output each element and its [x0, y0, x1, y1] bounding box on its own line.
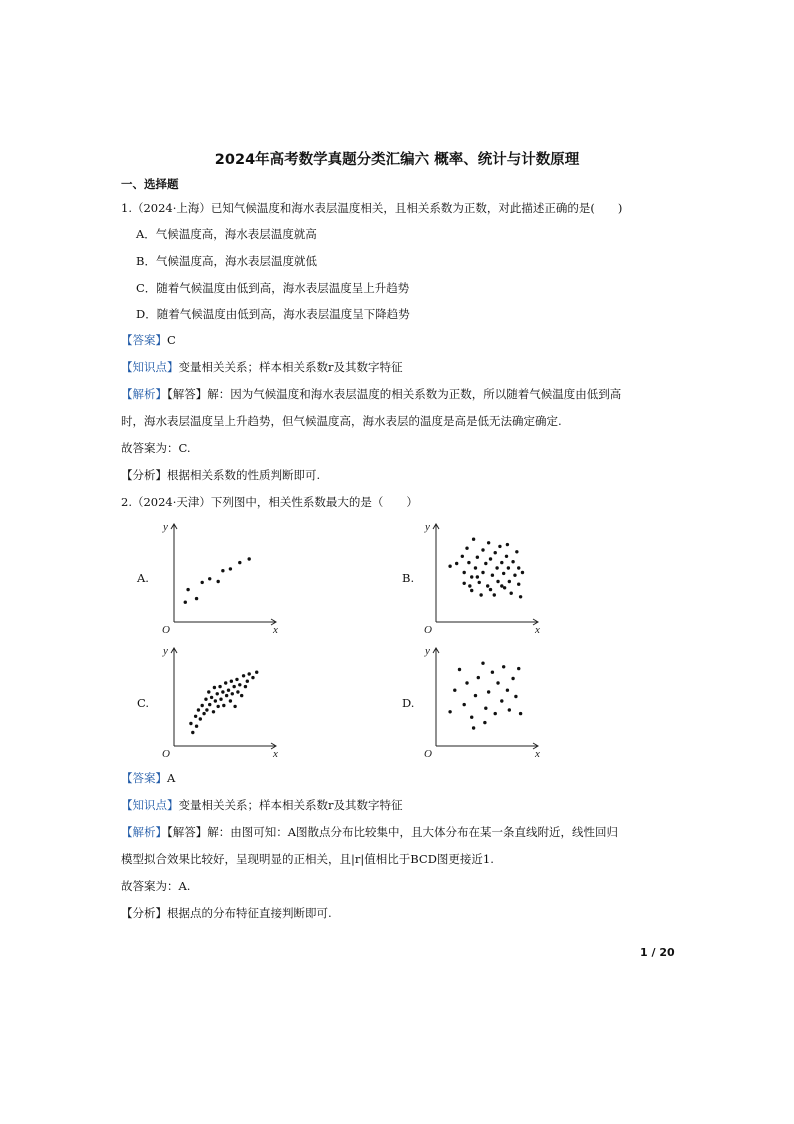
- scatter-point: [216, 692, 219, 695]
- scatter-point: [221, 569, 224, 572]
- scatter-point: [502, 572, 505, 575]
- scatter-point: [246, 680, 249, 683]
- scatter-point: [472, 726, 475, 729]
- scatter-point: [496, 681, 499, 684]
- scatter-point: [468, 584, 471, 587]
- scatter-point: [207, 690, 210, 693]
- scatter-point: [484, 707, 487, 710]
- page-number: 1 / 20: [640, 946, 675, 959]
- x-axis-label: x: [535, 748, 540, 760]
- scatter-point: [461, 555, 464, 558]
- scatter-point: [225, 694, 228, 697]
- scatter-point: [204, 698, 207, 701]
- scatter-point: [495, 566, 498, 569]
- scatter-point: [494, 712, 497, 715]
- q1-answer: [121, 332, 176, 348]
- scatter-point: [465, 547, 468, 550]
- scatter-point: [477, 676, 480, 679]
- scatter-point: [474, 566, 477, 569]
- scatter-point: [496, 580, 499, 583]
- scatter-point: [521, 571, 524, 574]
- scatter-point: [233, 705, 236, 708]
- answer-tag: 【答案】: [121, 333, 167, 347]
- scatter-point: [500, 584, 503, 587]
- scatter-plot-c: [160, 642, 285, 760]
- scatter-point: [229, 699, 232, 702]
- scatter-point: [486, 584, 489, 587]
- scatter-point: [511, 560, 514, 563]
- q1-option-d: D．随着气候温度由低到高，海水表层温度呈下降趋势: [136, 307, 410, 321]
- scatter-point: [507, 566, 510, 569]
- scatter-point: [505, 555, 508, 558]
- scatter-point: [519, 595, 522, 598]
- scatter-point: [487, 690, 490, 693]
- scatter-point: [201, 704, 204, 707]
- scatter-point: [503, 586, 506, 589]
- q1-option-b: B．气候温度高，海水表层温度就低: [136, 254, 317, 268]
- answer-value: C: [167, 333, 176, 347]
- knowledge-tag: 【知识点】: [121, 798, 179, 812]
- knowledge-text: 变量相关关系；样本相关系数r及其数字特征: [178, 798, 403, 812]
- y-axis-label: y: [425, 521, 430, 533]
- scatter-point: [224, 681, 227, 684]
- scatter-point: [515, 550, 518, 553]
- scatter-point: [210, 696, 213, 699]
- scatter-point: [227, 689, 230, 692]
- scatter-point: [195, 597, 198, 600]
- scatter-point: [186, 588, 189, 591]
- q2-final: 故答案为：A.: [121, 879, 191, 893]
- q2-answer: [121, 770, 175, 786]
- scatter-point: [238, 561, 241, 564]
- scatter-point: [467, 561, 470, 564]
- q2-summary: 【分析】根据点的分布特征直接判断即可.: [121, 906, 332, 920]
- q2-analysis-cont: 模型拟合效果比较好，呈现明显的正相关，且|r|值相比于BCD图更接近1.: [121, 852, 494, 866]
- q1-analysis: [121, 386, 621, 402]
- q1-summary: 【分析】根据相关系数的性质判断即可.: [121, 468, 321, 482]
- scatter-point: [491, 574, 494, 577]
- answer-tag: 【答案】: [121, 771, 167, 785]
- scatter-point: [481, 662, 484, 665]
- scatter-point: [448, 710, 451, 713]
- scatter-point: [510, 592, 513, 595]
- scatter-plot-d: [422, 642, 547, 760]
- x-axis-label: x: [535, 624, 540, 636]
- scatter-point: [232, 685, 235, 688]
- scatter-point: [458, 668, 461, 671]
- scatter-point: [255, 671, 258, 674]
- scatter-point: [511, 677, 514, 680]
- scatter-point: [218, 685, 221, 688]
- scatter-point: [195, 725, 198, 728]
- x-axis-label: x: [273, 624, 278, 636]
- scatter-point: [236, 690, 239, 693]
- scatter-point: [483, 721, 486, 724]
- q2-stem: 2.（2024·天津）下列图中，相关性系数最大的是（ ）: [121, 495, 418, 509]
- scatter-point: [481, 548, 484, 551]
- scatter-point: [235, 678, 238, 681]
- scatter-point: [463, 582, 466, 585]
- plot-b-label: B.: [402, 571, 415, 585]
- scatter-point: [500, 561, 503, 564]
- origin-label: O: [162, 624, 170, 636]
- scatter-point: [205, 708, 208, 711]
- plot-d-label: D.: [402, 696, 415, 710]
- scatter-point: [493, 593, 496, 596]
- scatter-point: [212, 710, 215, 713]
- y-axis-label: y: [425, 645, 430, 657]
- scatter-point: [455, 562, 458, 565]
- knowledge-tag: 【知识点】: [121, 360, 179, 374]
- scatter-point: [208, 577, 211, 580]
- analysis-tag: 【解析】: [121, 387, 167, 401]
- scatter-point: [214, 699, 217, 702]
- scatter-point: [489, 557, 492, 560]
- origin-label: O: [424, 748, 432, 760]
- document-title: 2024年高考数学真题分类汇编六 概率、统计与计数原理: [214, 152, 580, 168]
- scatter-point: [201, 581, 204, 584]
- scatter-point: [230, 680, 233, 683]
- scatter-point: [517, 583, 520, 586]
- scatter-point: [470, 716, 473, 719]
- analysis-text: 【解答】解：由图可知：A图散点分布比较集中，且大体分布在某一条直线附近，线性回归: [167, 825, 619, 839]
- scatter-point: [238, 683, 241, 686]
- analysis-tag: 【解析】: [121, 825, 167, 839]
- scatter-point: [514, 695, 517, 698]
- y-axis-label: y: [163, 521, 168, 533]
- scatter-point: [251, 676, 254, 679]
- scatter-point: [244, 685, 247, 688]
- scatter-point: [221, 690, 224, 693]
- scatter-point: [448, 565, 451, 568]
- scatter-point: [500, 699, 503, 702]
- q1-stem: 1.（2024·上海）已知气候温度和海水表层温度相关，且相关系数为正数，对此描述正确的是( ): [121, 201, 623, 215]
- scatter-point: [517, 566, 520, 569]
- scatter-point: [208, 703, 211, 706]
- origin-label: O: [424, 624, 432, 636]
- analysis-text: 【解答】解：因为气候温度和海水表层温度的相关系数为正数，所以随着气候温度由低到高: [167, 387, 622, 401]
- q1-analysis-cont: 时，海水表层温度呈上升趋势，但气候温度高，海水表层的温度是高是低无法确定确定.: [121, 414, 562, 428]
- scatter-point: [248, 672, 251, 675]
- plot-a-label: A.: [137, 571, 149, 585]
- q1-knowledge: [121, 359, 403, 375]
- scatter-point: [472, 538, 475, 541]
- scatter-point: [197, 708, 200, 711]
- scatter-point: [494, 551, 497, 554]
- q1-option-c: C．随着气候温度由低到高，海水表层温度呈上升趋势: [136, 281, 410, 295]
- q2-knowledge: [121, 797, 403, 813]
- scatter-point: [199, 717, 202, 720]
- scatter-point: [502, 665, 505, 668]
- scatter-plot-a: [160, 518, 285, 636]
- scatter-point: [508, 580, 511, 583]
- scatter-point: [453, 689, 456, 692]
- scatter-point: [484, 562, 487, 565]
- scatter-point: [229, 567, 232, 570]
- scatter-point: [194, 715, 197, 718]
- scatter-point: [248, 557, 251, 560]
- x-axis-label: x: [273, 748, 278, 760]
- scatter-point: [470, 589, 473, 592]
- scatter-point: [476, 575, 479, 578]
- scatter-point: [216, 705, 219, 708]
- scatter-point: [219, 698, 222, 701]
- scatter-point: [476, 556, 479, 559]
- section-heading: 一、选择题: [121, 177, 179, 191]
- scatter-point: [487, 541, 490, 544]
- scatter-point: [498, 545, 501, 548]
- scatter-point: [506, 543, 509, 546]
- scatter-plot-b: [422, 518, 547, 636]
- scatter-point: [216, 580, 219, 583]
- scatter-point: [474, 694, 477, 697]
- origin-label: O: [162, 748, 170, 760]
- scatter-point: [191, 731, 194, 734]
- scatter-point: [242, 674, 245, 677]
- scatter-point: [231, 692, 234, 695]
- scatter-point: [489, 588, 492, 591]
- scatter-point: [463, 571, 466, 574]
- scatter-point: [478, 581, 481, 584]
- scatter-point: [519, 712, 522, 715]
- scatter-point: [184, 601, 187, 604]
- scatter-point: [491, 671, 494, 674]
- q1-option-a: A．气候温度高，海水表层温度就高: [136, 227, 317, 241]
- scatter-point: [202, 712, 205, 715]
- knowledge-text: 变量相关关系；样本相关系数r及其数字特征: [178, 360, 403, 374]
- plot-c-label: C.: [137, 696, 150, 710]
- scatter-point: [213, 686, 216, 689]
- answer-value: A: [167, 771, 176, 785]
- scatter-point: [240, 694, 243, 697]
- scatter-point: [470, 575, 473, 578]
- scatter-point: [189, 722, 192, 725]
- scatter-point: [513, 574, 516, 577]
- y-axis-label: y: [163, 645, 168, 657]
- scatter-point: [222, 704, 225, 707]
- scatter-point: [465, 681, 468, 684]
- scatter-point: [508, 708, 511, 711]
- scatter-point: [517, 667, 520, 670]
- scatter-point: [479, 593, 482, 596]
- scatter-point: [481, 571, 484, 574]
- q2-analysis: [121, 824, 618, 840]
- q1-final: 故答案为：C.: [121, 441, 191, 455]
- scatter-point: [506, 689, 509, 692]
- scatter-point: [463, 703, 466, 706]
